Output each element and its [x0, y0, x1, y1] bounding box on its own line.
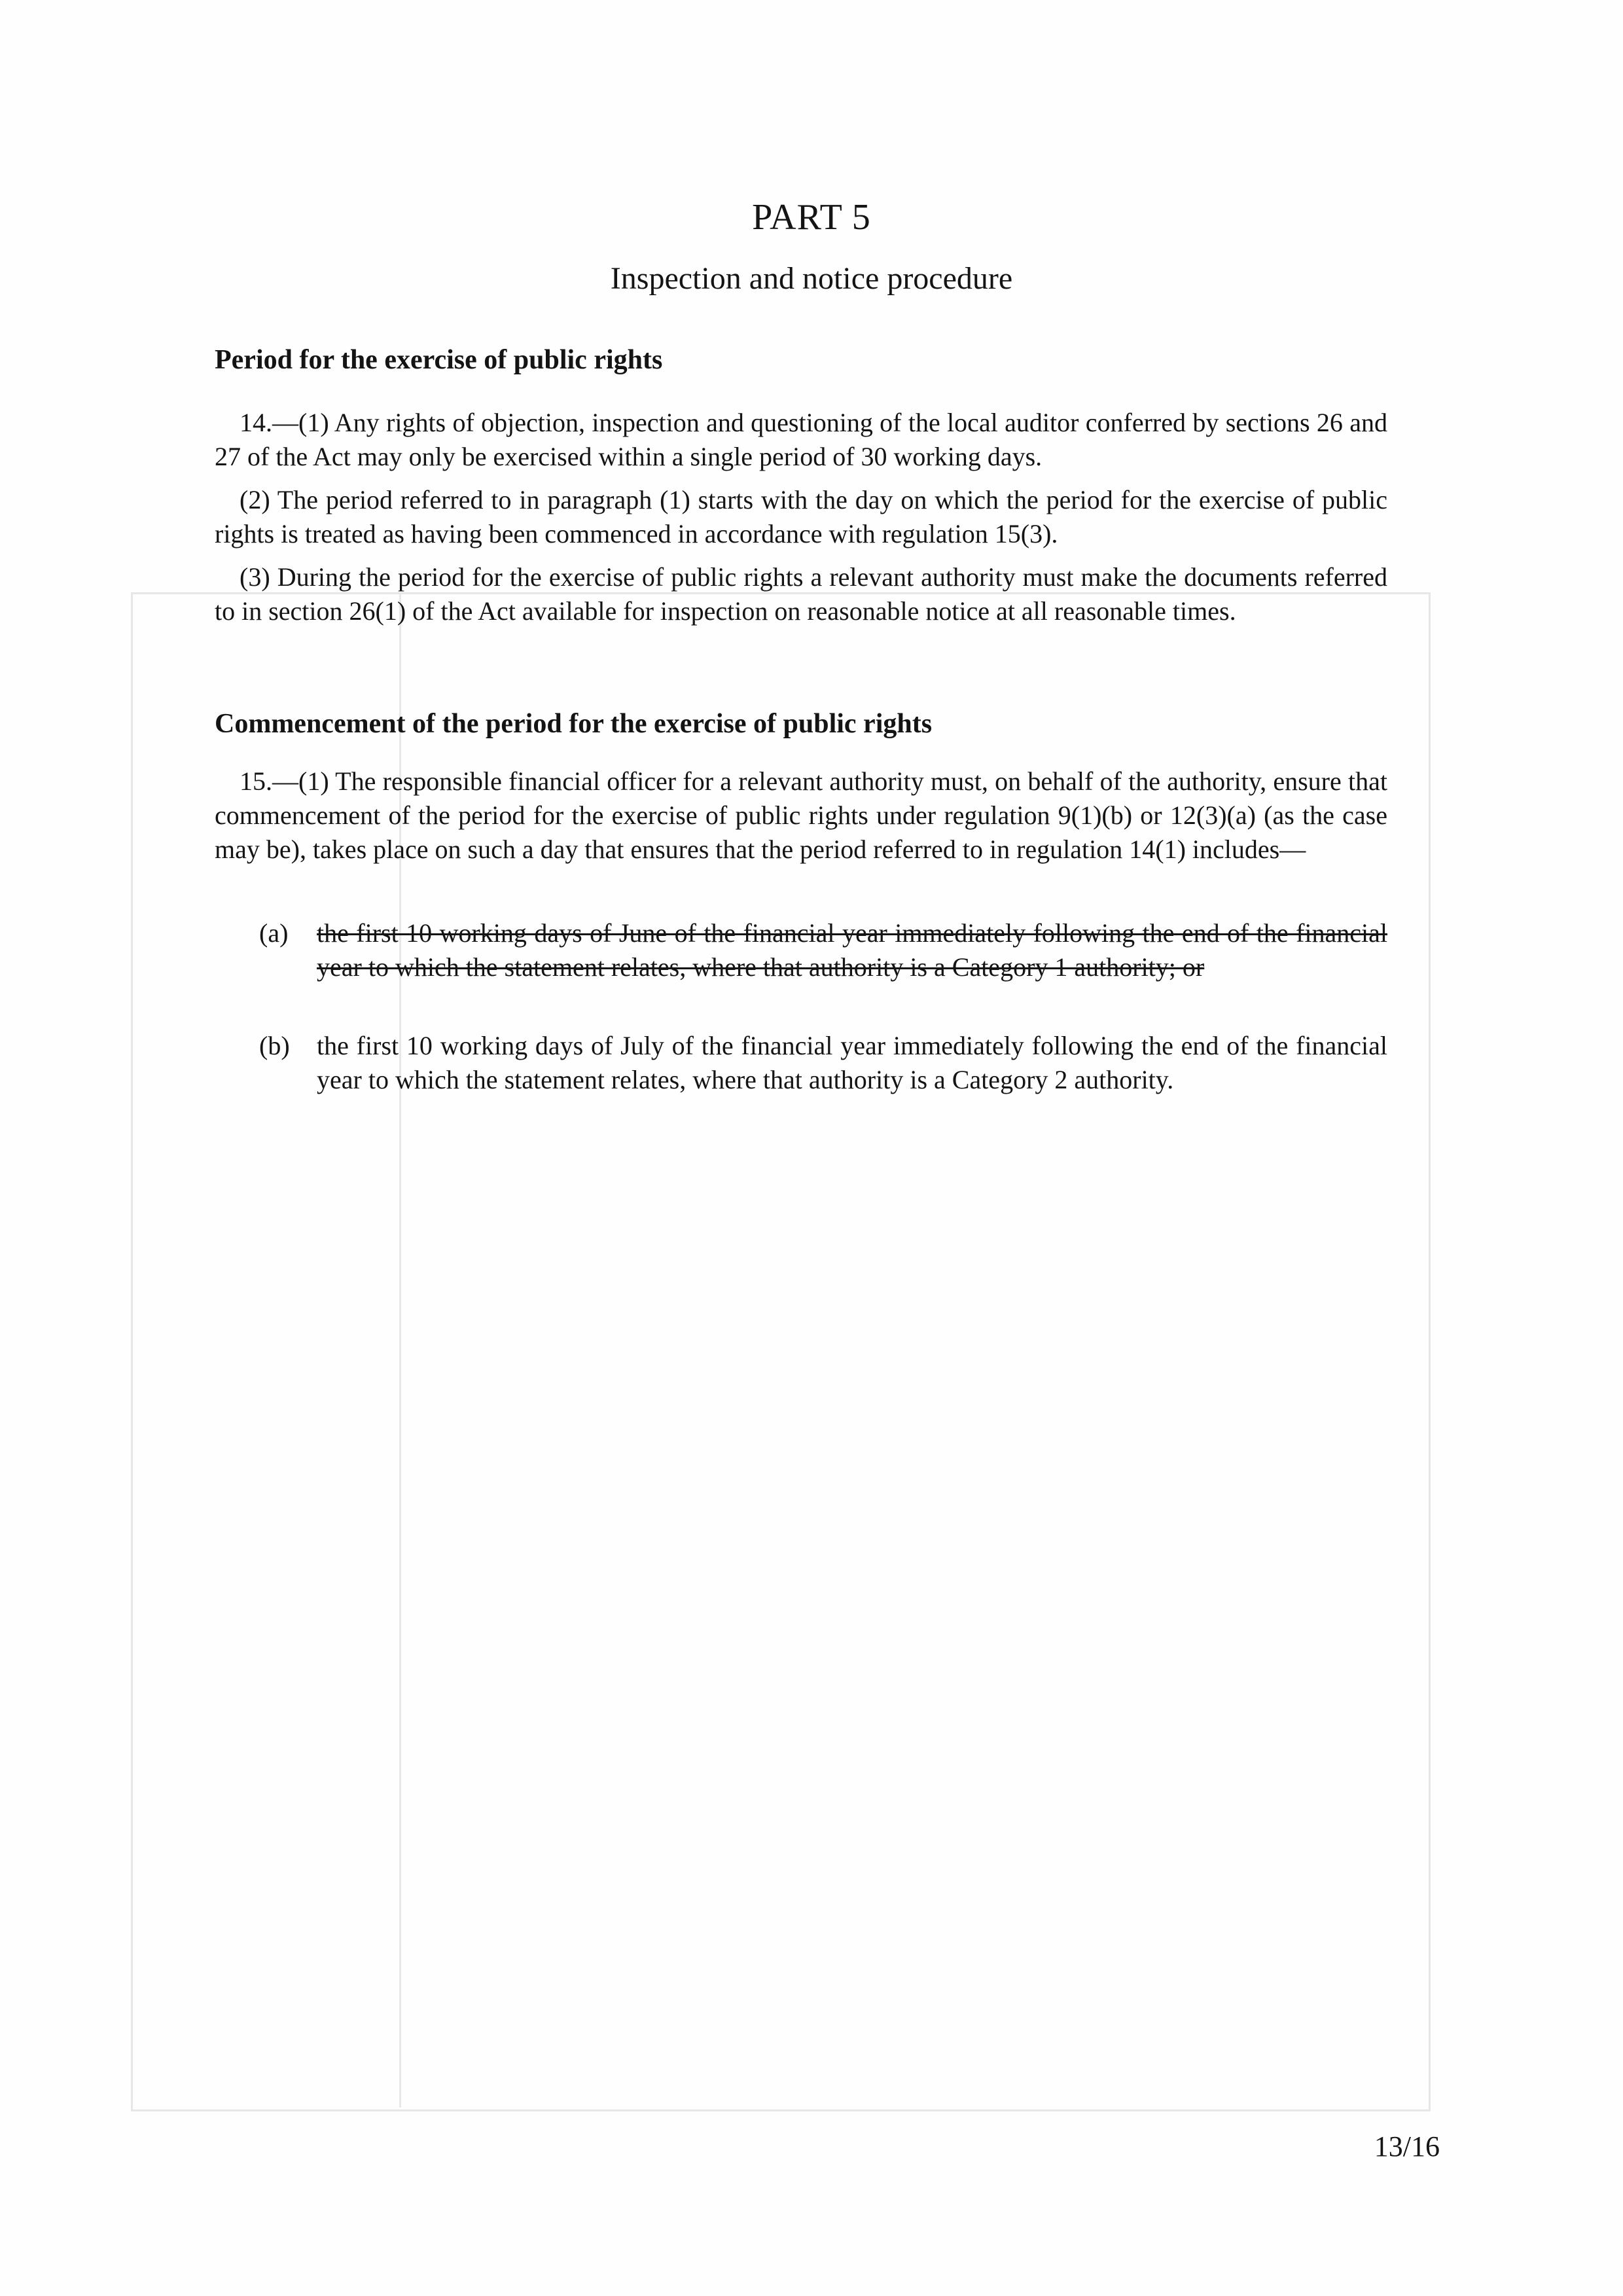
item-label: (b)	[259, 1031, 290, 1060]
section-15-item-a	[215, 916, 1387, 984]
part-title: PART 5	[752, 197, 871, 238]
paragraph-text: 14.—(1) Any rights of objection, inspection and questioning of the local auditor conferred by sections 26 and 27 of the Act may only be exercised within a single period of 30 working days.	[215, 408, 1387, 471]
section-15-item-b	[215, 1029, 1387, 1097]
item-label: (a)	[259, 918, 289, 948]
paragraph-text: 15.—(1) The responsible financial officer for a relevant authority must, on behalf of the authority, ensure that commencement of the period for the exercise of public rights under regulation 9(1)(b) or 12(3)(a) (as the case may be), takes place on such a day that ensures that the period referred to in regulation 14(1) includes—	[215, 766, 1387, 864]
paragraph-text: (2) The period referred to in paragraph (1) starts with the day on which the period for the exercise of public rights is treated as having been commenced in accordance with regulation 15(3).	[215, 485, 1387, 548]
section-14-heading: Period for the exercise of public rights	[215, 345, 663, 375]
item-text: the first 10 working days of July of the financial year immediately following the end of the financial year to which the statement relates, where that authority is a Category 2 authority.	[317, 1031, 1387, 1094]
item-text-struck: the first 10 working days of June of the financial year immediately following the end of the financial year to which the statement relates, where that authority is a Category 1 authority; or	[317, 918, 1387, 982]
section-14-para-2	[215, 483, 1387, 551]
section-14-para-1	[215, 406, 1387, 474]
section-15-heading: Commencement of the period for the exercise of public rights	[215, 709, 933, 739]
section-15-intro	[215, 764, 1387, 867]
section-14-para-3	[215, 560, 1387, 628]
part-subtitle: Inspection and notice procedure	[610, 261, 1013, 296]
page-number: 13/16	[1374, 2130, 1440, 2162]
paragraph-text: (3) During the period for the exercise of public rights a relevant authority must make the documents referred to in section 26(1) of the Act available for inspection on reasonable notice at all reasonable times.	[215, 562, 1387, 626]
